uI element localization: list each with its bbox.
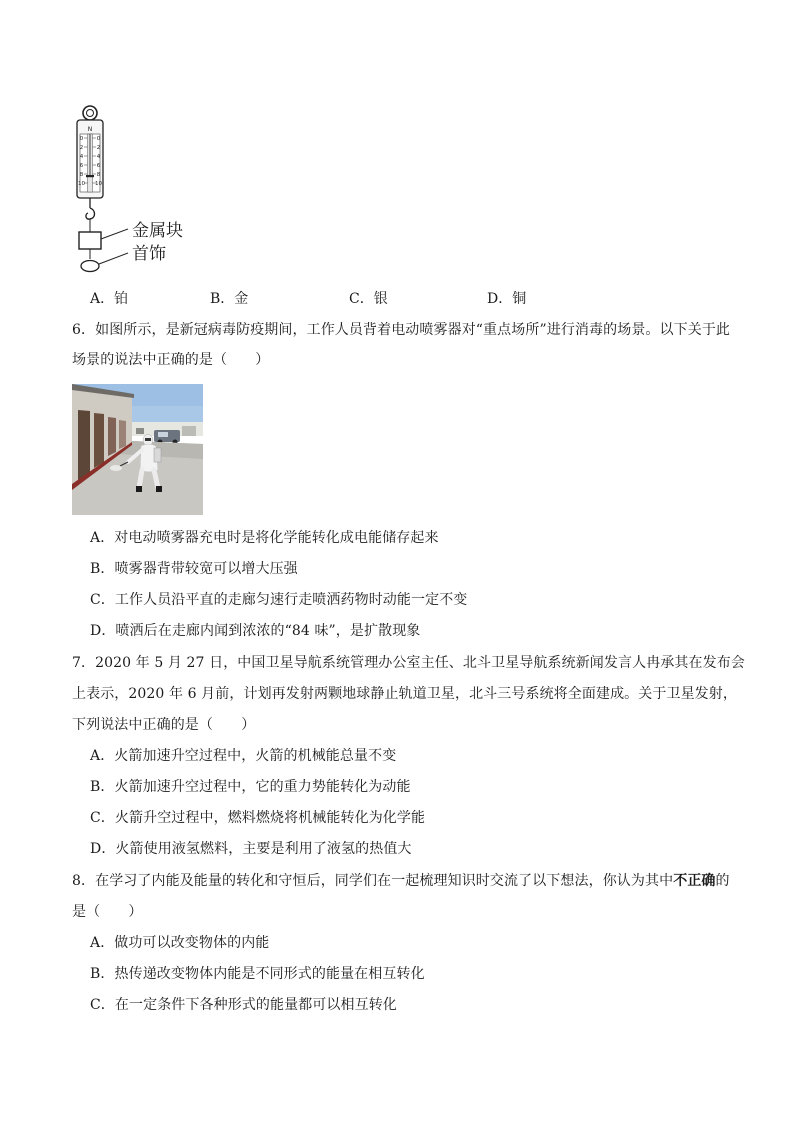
q8-option-b: B．热传递改变物体内能是不同形式的能量在相互转化: [90, 966, 425, 982]
q8-stem-part2: 的: [715, 873, 730, 889]
q7-option-b: B．火箭加速升空过程中，它的重力势能转化为动能: [90, 779, 411, 795]
scale-tick-right: 0: [96, 136, 101, 142]
q6-option-d: D．喷洒后在走廊内闻到浓浓的“84 味”，是扩散现象: [90, 623, 421, 639]
q6-stem-line1: 6．如图所示，是新冠病毒防疫期间，工作人员背着电动喷雾器对“重点场所”进行消毒的场景。以下关于此: [72, 322, 731, 338]
metal-block-label: 金属块: [132, 221, 183, 241]
q5-option-c: C．银: [349, 291, 388, 307]
scale-tick-left: 6: [79, 163, 84, 169]
q7-option-c: C．火箭升空过程中，燃料燃烧将机械能转化为化学能: [90, 810, 426, 826]
ornament-label: 首饰: [132, 244, 166, 264]
scale-tick-right: 2: [96, 145, 101, 151]
q8-stem-part1: 8．在学习了内能及能量的转化和守恒后，同学们在一起梳理知识时交流了以下想法，你认为其中: [72, 873, 674, 889]
scale-tick-right: 10: [95, 181, 102, 187]
ornament-shape: [81, 261, 99, 272]
q7-option-a: A．火箭加速升空过程中，火箭的机械能总量不变: [90, 748, 397, 764]
q5-option-d: D．铜: [487, 291, 527, 307]
q5-option-b: B．金: [210, 291, 249, 307]
scale-tick-left: 4: [79, 154, 84, 160]
scale-tick-left: 0: [79, 136, 84, 142]
q8-option-c: C．在一定条件下各种形式的能量都可以相互转化: [90, 997, 397, 1013]
q7-stem-line1: 7．2020 年 5 月 27 日，中国卫星导航系统管理办公室主任、北斗卫星导航系统新闻发言人冉承其在发布会: [72, 655, 745, 671]
spring-scale-figure: [70, 104, 200, 276]
scale-tick-left: 2: [79, 145, 84, 151]
q8-stem-line1: [72, 871, 730, 891]
scale-tick-right: 6: [96, 163, 101, 169]
q5-option-a: A．铂: [90, 291, 129, 307]
disinfection-photo: [72, 384, 203, 515]
scale-unit-label: N: [87, 126, 93, 133]
q8-stem-emphasis: 不正确: [673, 873, 716, 889]
q6-option-a: A．对电动喷雾器充电时是将化学能转化成电能储存起来: [90, 530, 439, 546]
q8-stem-line2: 是（ ）: [72, 904, 143, 920]
q6-stem-line2: 场景的说法中正确的是（ ）: [72, 352, 270, 368]
scale-tick-left: 10: [78, 181, 85, 187]
scale-tick-right: 8: [96, 172, 101, 178]
q6-option-c: C．工作人员沿平直的走廊匀速行走喷洒药物时动能一定不变: [90, 592, 468, 608]
q6-option-b: B．喷雾器背带较宽可以增大压强: [90, 561, 298, 577]
q8-option-a: A．做功可以改变物体的内能: [90, 935, 270, 951]
scale-tick-left: 8: [79, 172, 84, 178]
scale-tick-right: 4: [96, 154, 101, 160]
q7-option-d: D．火箭使用液氢燃料，主要是利用了液氢的热值大: [90, 841, 412, 857]
q7-stem-line2: 上表示，2020 年 6 月前，计划再发射两颗地球静止轨道卫星，北斗三号系统将全面建成。关于卫星发射，: [72, 686, 737, 702]
metal-block-shape: [79, 232, 101, 249]
q7-stem-line3: 下列说法中正确的是（ ）: [72, 717, 256, 733]
